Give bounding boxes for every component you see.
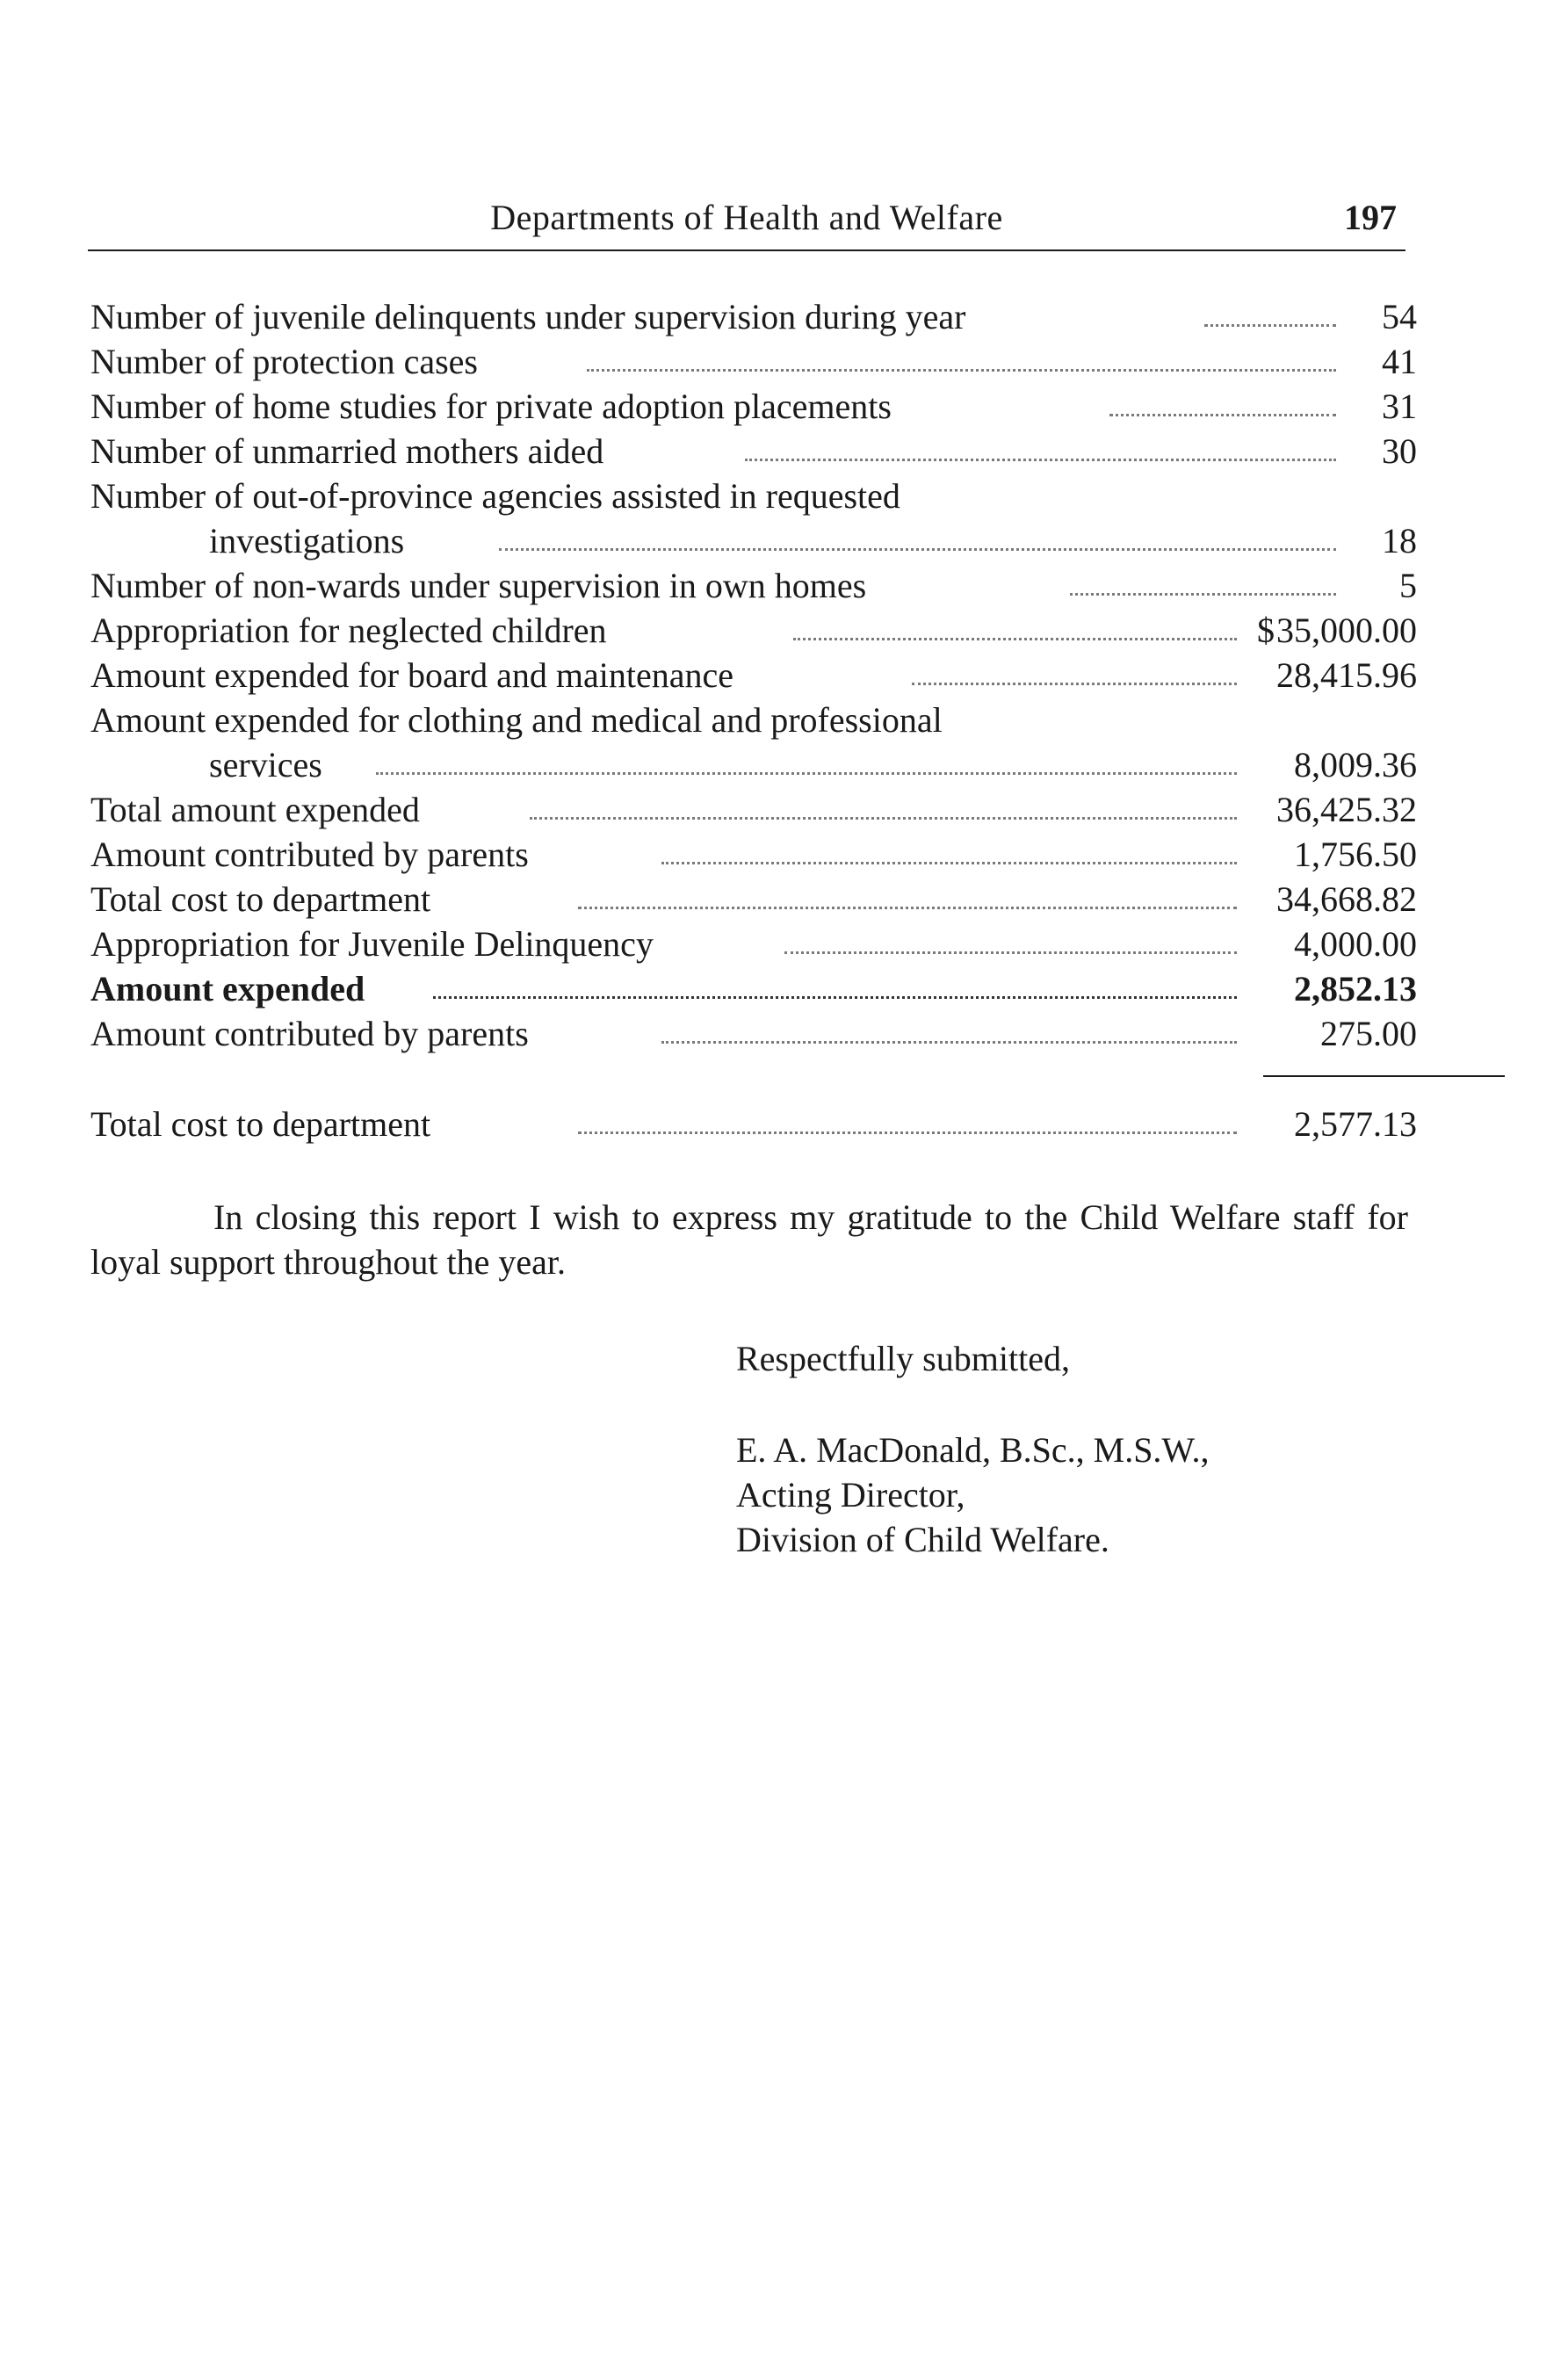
stat-label: Amount expended for board and maintenance: [90, 655, 733, 695]
stat-row: [90, 294, 1417, 339]
signature-block: [736, 1428, 1210, 1562]
stat-value: 28,415.96: [1276, 655, 1417, 695]
running-title: Departments of Health and Welfare: [490, 198, 1003, 237]
dot-leader: [1204, 324, 1336, 327]
running-header: [88, 192, 1405, 246]
currency-symbol: $: [1257, 611, 1275, 650]
stat-label: Number of non-wards under supervision in own homes: [90, 566, 867, 605]
stat-value: 36,425.32: [1276, 790, 1417, 829]
stat-row: [90, 966, 1417, 1011]
stat-label: Number of home studies for private adoption placements: [90, 387, 892, 426]
stat-label: Appropriation for Juvenile Delinquency: [90, 924, 654, 964]
stat-value: 31: [1382, 387, 1417, 426]
page-number: 197: [1344, 198, 1397, 237]
signatory-name: E. A. MacDonald, B.Sc., M.S.W.,: [736, 1430, 1210, 1470]
stat-row: [90, 474, 1417, 518]
dot-leader: [530, 817, 1237, 820]
dot-leader: [433, 996, 1237, 999]
stat-row: [90, 653, 1417, 698]
stat-row: [90, 922, 1417, 966]
dot-leader: [587, 369, 1336, 372]
stat-row: [90, 832, 1417, 877]
dot-leader: [1070, 593, 1336, 596]
stat-value: 30: [1382, 431, 1417, 471]
stat-row: [90, 429, 1417, 474]
stat-value: 1,756.50: [1294, 835, 1417, 874]
stat-row: [90, 563, 1417, 608]
stat-label: services: [209, 745, 322, 784]
stat-row: [90, 787, 1417, 832]
dot-leader: [784, 951, 1237, 954]
stat-label: investigations: [209, 521, 405, 560]
stat-row-continued: [90, 518, 1417, 563]
dot-leader: [1109, 414, 1336, 416]
stat-label: Number of protection cases: [90, 342, 478, 381]
stat-label: Amount expended for clothing and medical and professional: [90, 700, 943, 740]
stat-row: [90, 877, 1417, 922]
stat-row-continued: [90, 742, 1417, 787]
stat-row: [90, 698, 1417, 742]
dot-leader: [661, 862, 1237, 864]
signatory-division: Division of Child Welfare.: [736, 1520, 1109, 1559]
stat-label: Total amount expended: [90, 790, 420, 829]
stat-value: 35,000.00: [1276, 611, 1417, 650]
statistics-list: [90, 294, 1417, 1146]
stat-row: [90, 608, 1417, 653]
stat-row: [90, 339, 1417, 384]
dot-leader: [793, 638, 1237, 640]
stat-value: 8,009.36: [1294, 745, 1417, 784]
stat-value: 41: [1382, 342, 1417, 381]
dot-leader: [578, 907, 1237, 909]
stat-label: Amount contributed by parents: [90, 1014, 529, 1053]
stat-value: 5: [1399, 566, 1417, 605]
header-rule: [88, 249, 1405, 251]
dot-leader: [376, 772, 1237, 775]
dot-leader: [745, 459, 1336, 461]
signoff: Respectfully submitted,: [736, 1339, 1070, 1378]
stat-label: Number of juvenile delinquents under supervision during year: [90, 297, 966, 336]
stat-label: Number of unmarried mothers aided: [90, 431, 604, 471]
stat-value: 34,668.82: [1276, 879, 1417, 919]
total-row: [90, 1102, 1417, 1146]
stat-label: Appropriation for neglected children: [90, 611, 607, 650]
stat-value: 2,852.13: [1294, 969, 1417, 1008]
stat-value: 4,000.00: [1294, 924, 1417, 964]
dot-leader: [661, 1041, 1237, 1044]
stat-row: [90, 1011, 1417, 1056]
stat-row: [90, 384, 1417, 429]
sum-rule-spacer: [90, 1056, 1417, 1102]
dot-leader: [912, 683, 1237, 685]
sum-rule: [1263, 1075, 1505, 1077]
stat-label: Total cost to department: [90, 879, 431, 919]
signatory-title: Acting Director,: [736, 1475, 965, 1515]
dot-leader: [499, 548, 1336, 551]
stat-value: 18: [1382, 521, 1417, 560]
stat-label: Amount contributed by parents: [90, 835, 529, 874]
total-label: Total cost to department: [90, 1104, 431, 1144]
stat-value: 54: [1382, 297, 1417, 336]
stat-label: Number of out-of-province agencies assisted in requested: [90, 476, 900, 516]
closing-paragraph: In closing this report I wish to express my gratitude to the Child Welfare staff for loyal support throughout the year.: [90, 1197, 1408, 1282]
total-value: 2,577.13: [1294, 1104, 1417, 1144]
dot-leader: [578, 1131, 1237, 1134]
stat-value: 275.00: [1320, 1014, 1417, 1053]
stat-label: Amount expended: [90, 969, 365, 1008]
